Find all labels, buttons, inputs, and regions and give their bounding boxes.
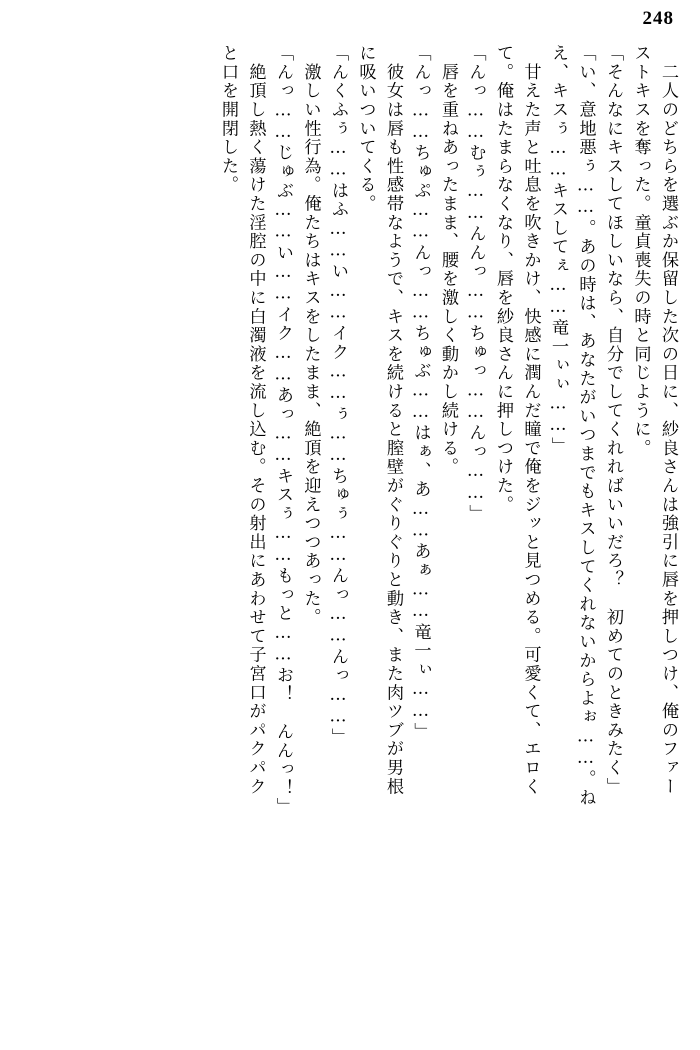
text-line: 「んっ……じゅぶ……い……イク……あっ……キスぅ……もっと……お！ んんっ！」 [273,44,293,817]
text-line: て。俺はたまらなくなり、唇を紗良さんに押しつけた。 [493,44,513,514]
text-line: 「そんなにキスしてほしいなら、自分でしてくれればいいだろ？ 初めてのときみたく」 [603,44,623,796]
page-number: 248 [642,8,674,29]
text-line: 激しい性行為。俺たちはキスをしたまま、絶頂を迎えつつあった。 [300,44,321,627]
text-line: と口を開閉した。 [218,44,238,195]
text-line: 唇を重ねあったまま、腰を激しく動かし続ける。 [438,44,458,477]
text-line: 甘えた声と吐息を吹きかけ、快感に潤んだ瞳で俺をジッと見つめる。可愛くて、エロく [520,44,541,796]
text-line: 「い、意地悪ぅ……。あの時は、あなたがいつまでもキスしてくれないからよぉ……。ね [575,44,596,808]
text-line: え、キスぅ……キスしてぇ……竜一ぃぃ……」 [548,44,568,456]
text-line: に吸いついてくる。 [355,44,376,214]
text-line: 二人のどちらを選ぶか保留した次の日に、紗良さんは強引に唇を押しつけ、俺のファー [658,44,678,796]
vertical-text-body [24,44,676,1040]
text-line: 「んくふぅ……はふ……い……イク……ぅ……ちゅぅ……んっ……んっ……」 [328,44,348,747]
text-line: 彼女は唇も性感帯なようで、キスを続けると膣壁がぐりぐりと動き、また肉ツブが男根 [383,44,403,796]
text-line: 「んっ……むぅ……んんっ……ちゅっ……んっ……」 [465,44,486,524]
text-line: ストキスを奪った。童貞喪失の時と同じように。 [630,44,651,458]
text-line: 絶頂し熱く蕩けた淫腔の中に白濁液を流し込む。その射出にあわせて子宮口がパクパク [245,44,266,796]
text-line: 「んっ……ちゅぷ……んっ……ちゅぶ……はぁ、あ……あぁ……竜一ぃ……」 [410,44,431,742]
